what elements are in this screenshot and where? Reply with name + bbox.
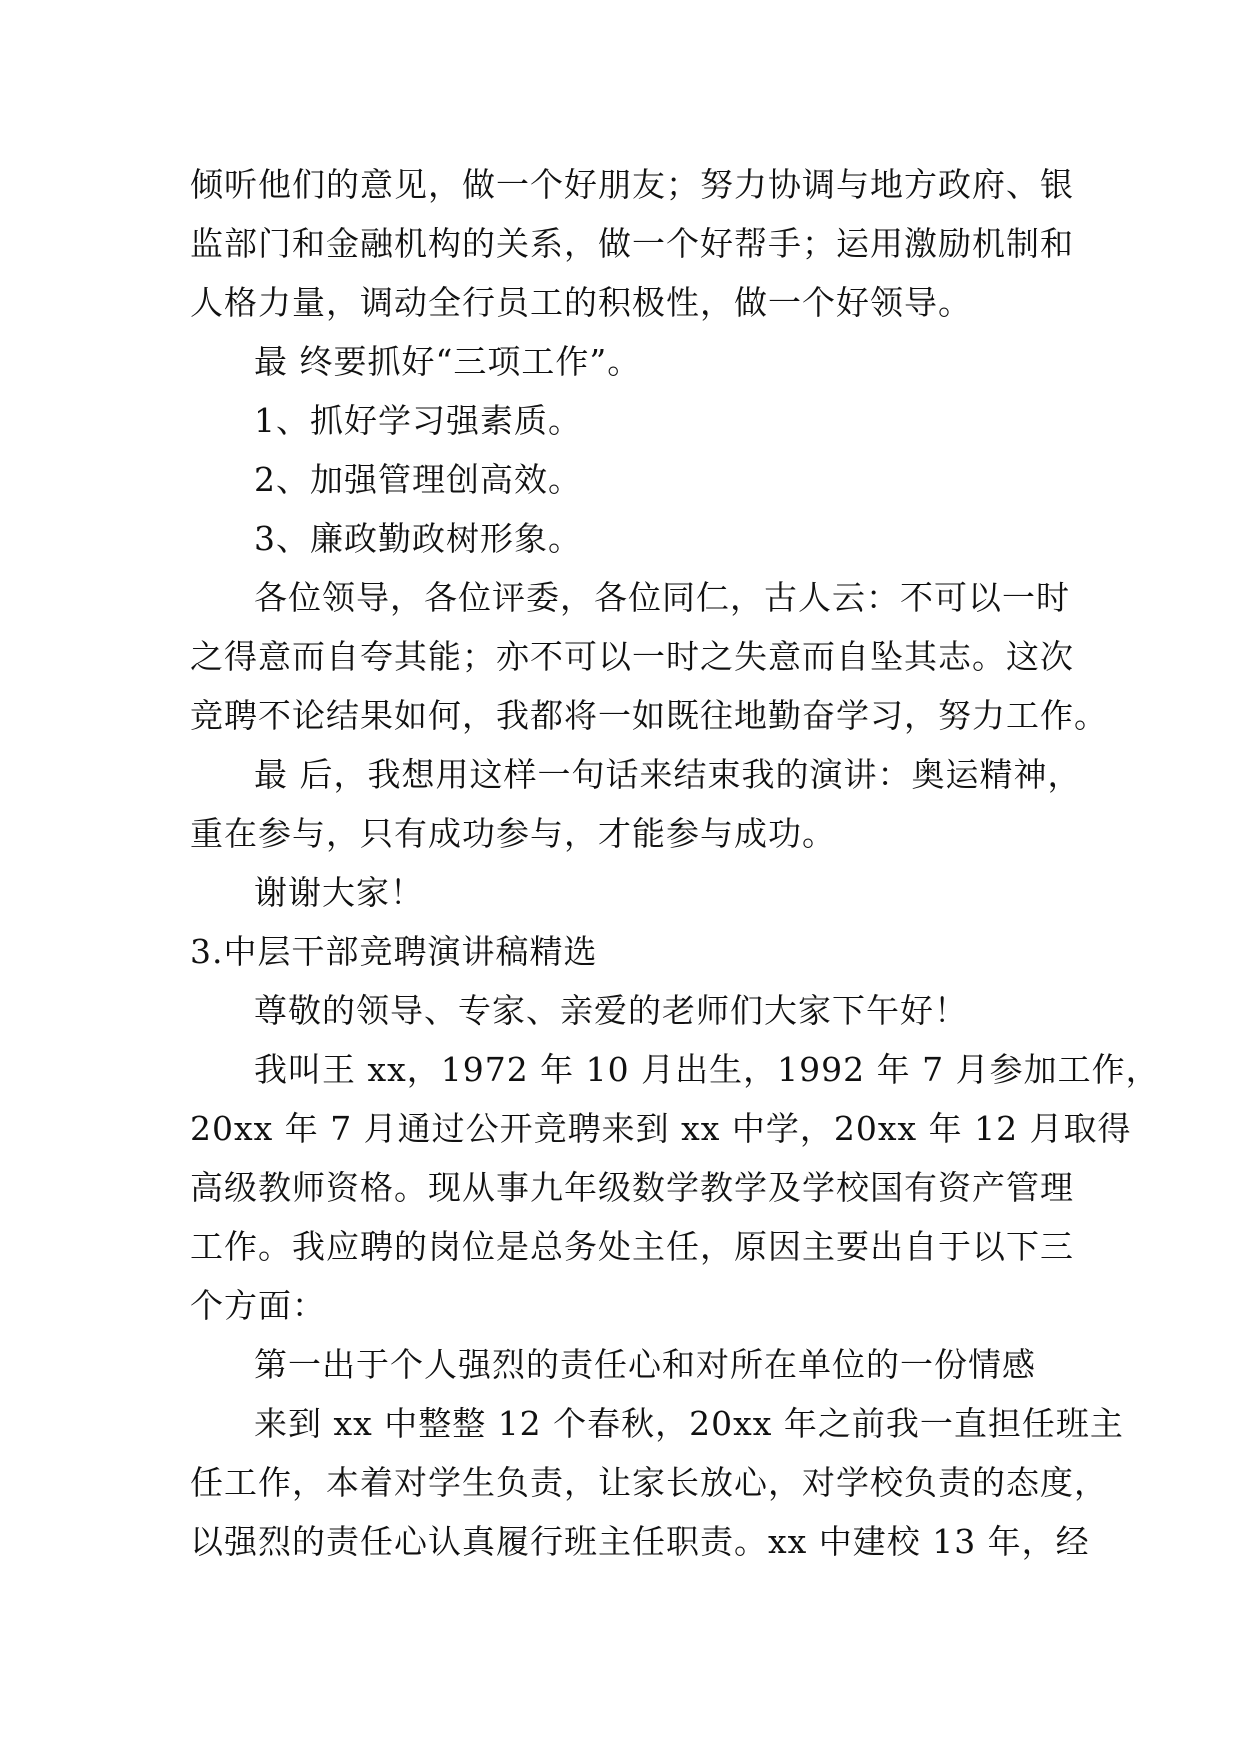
list-item: 3、廉政勤政树形象。 <box>254 519 582 558</box>
text-line: 20xx 年 7 月通过公开竞聘来到 xx 中学，20xx 年 12 月取得 <box>190 1109 1132 1148</box>
text-line: 以强烈的责任心认真履行班主任职责。xx 中建校 13 年，经 <box>190 1522 1090 1561</box>
text-line: 人格力量，调动全行员工的积极性，做一个好领导。 <box>190 283 972 322</box>
text-line: 高级教师资格。现从事九年级数学教学及学校国有资产管理 <box>190 1168 1074 1207</box>
text-line: 倾听他们的意见，做一个好朋友；努力协调与地方政府、银 <box>190 165 1074 204</box>
text-line: 来到 xx 中整整 12 个春秋，20xx 年之前我一直担任班主 <box>254 1404 1124 1443</box>
text-line: 最 后，我想用这样一句话来结束我的演讲：奥运精神， <box>254 755 1082 794</box>
list-item: 1、抓好学习强素质。 <box>254 401 582 440</box>
text-line: 监部门和金融机构的关系，做一个好帮手；运用激励机制和 <box>190 224 1074 263</box>
text-line: 我叫王 xx，1972 年 10 月出生，1992 年 7 月参加工作， <box>254 1050 1160 1089</box>
text-line: 谢谢大家！ <box>254 873 424 912</box>
text-line: 重在参与，只有成功参与，才能参与成功。 <box>190 814 836 853</box>
text-line: 最 终要抓好“三项工作”。 <box>254 342 642 381</box>
text-line: 各位领导，各位评委，各位同仁，古人云：不可以一时 <box>254 578 1070 617</box>
text-line: 之得意而自夸其能；亦不可以一时之失意而自坠其志。这次 <box>190 637 1074 676</box>
text-line: 工作。我应聘的岗位是总务处主任，原因主要出自于以下三 <box>190 1227 1074 1266</box>
body-text <box>190 155 1160 1571</box>
text-line: 竞聘不论结果如何，我都将一如既往地勤奋学习，努力工作。 <box>190 696 1108 735</box>
text-line: 个方面： <box>190 1286 326 1325</box>
text-line: 任工作，本着对学生负责，让家长放心，对学校负责的态度， <box>190 1463 1108 1502</box>
section-heading: 3.中层干部竞聘演讲稿精选 <box>190 932 598 971</box>
text-line: 第一出于个人强烈的责任心和对所在单位的一份情感 <box>254 1345 1036 1384</box>
list-item: 2、加强管理创高效。 <box>254 460 582 499</box>
text-line: 尊敬的领导、专家、亲爱的老师们大家下午好！ <box>254 991 968 1030</box>
